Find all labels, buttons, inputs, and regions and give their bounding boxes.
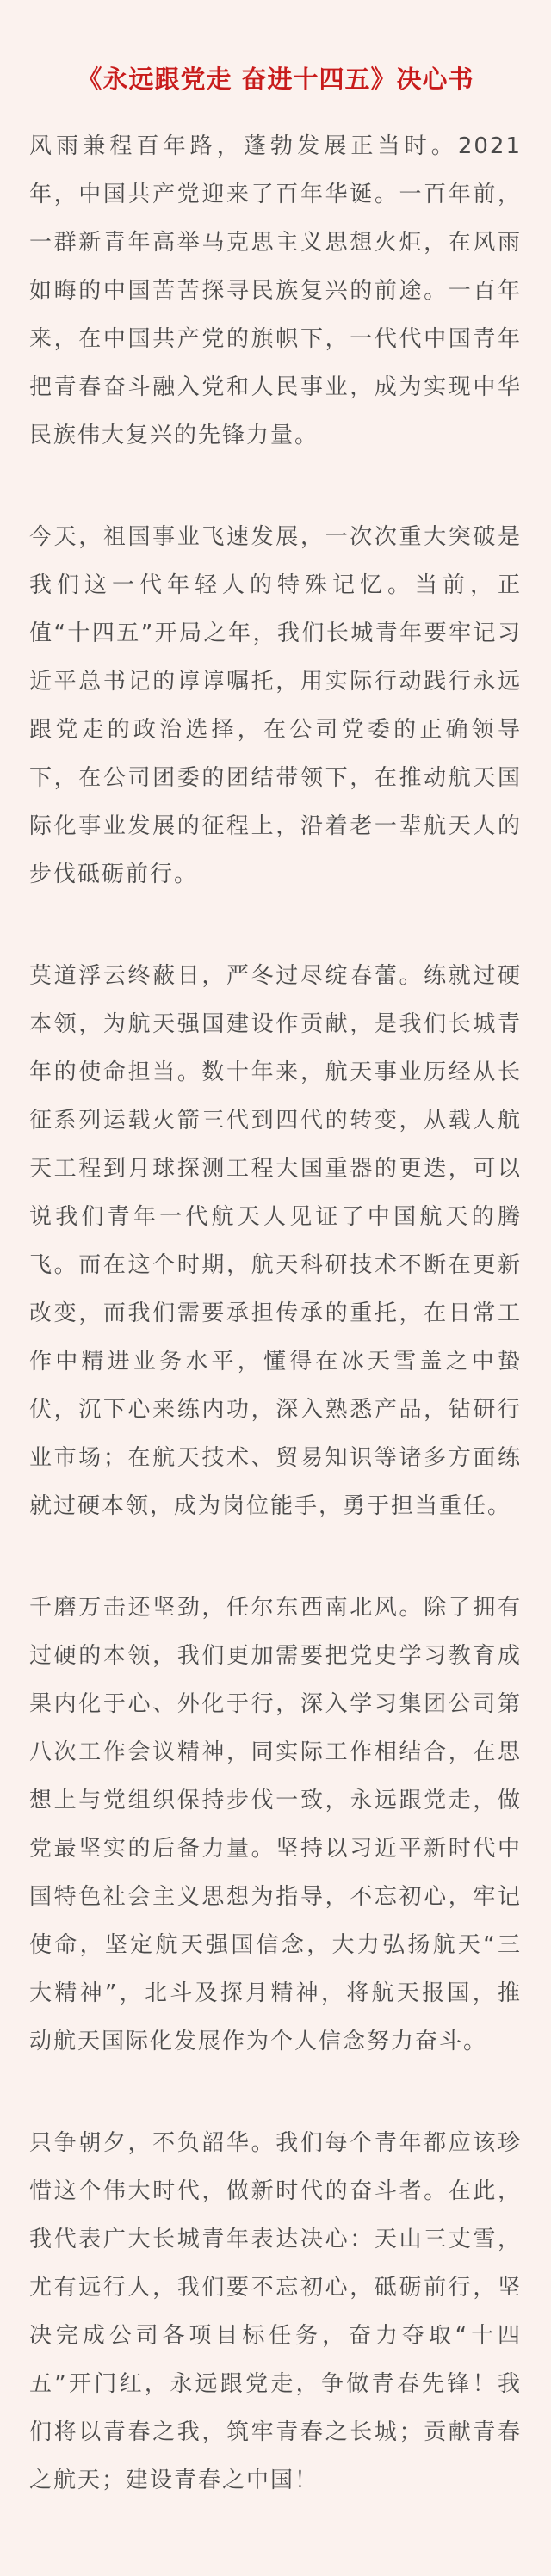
paragraph-1: 风雨兼程百年路，蓬勃发展正当时。2021年，中国共产党迎来了百年华诞。一百年前，一群新青年高举马克思主义思想火炬，在风雨如晦的中国苦苦探寻民族复兴的前途。一百年来，在中国共产党的旗帜下，一代代中国青年把青春奋斗融入党和人民事业，成为实现中华民族伟大复兴的先锋力量。 — [29, 133, 522, 448]
paragraph-5: 只争朝夕，不负韶华。我们每个青年都应该珍惜这个伟大时代，做新时代的奋斗者。在此，我代表广大长城青年表达决心：天山三丈雪，尤有远行人，我们要不忘初心，砥砺前行，坚决完成公司各项目标任务，奋力夺取“十四五”开门红，永远跟党走，争做青春先锋！我们将以青春之我，筑牢青春之长城；贡献青春之航天；建设青春之中国！ — [29, 2130, 522, 2493]
paragraph-3: 莫道浮云终蔽日，严冬过尽绽春蕾。练就过硬本领，为航天强国建设作贡献，是我们长城青年的使命担当。数十年来，航天事业历经从长征系列运载火箭三代到四代的转变，从载人航天工程到月球探测工程大国重器的更迭，可以说我们青年一代航天人见证了中国航天的腾飞。而在这个时期，航天科研技术不断在更新改变，而我们需要承担传承的重托，在日常工作中精进业务水平，懂得在冰天雪盖之中蛰伏，沉下心来练内功，深入熟悉产品，钻研行业市场；在航天技术、贸易知识等诸多方面练就过硬本领，成为岗位能手，勇于担当重任。 — [29, 963, 522, 1519]
paragraph-4: 千磨万击还坚劲，任尔东西南北风。除了拥有过硬的本领，我们更加需要把党史学习教育成果内化于心、外化于行，深入学习集团公司第八次工作会议精神，同实际工作相结合，在思想上与党组织保持步伐一致，永远跟党走，做党最坚实的后备力量。坚持以习近平新时代中国特色社会主义思想为指导，不忘初心，牢记使命，坚定航天强国信念，大力弘扬航天“三大精神”，北斗及探月精神，将航天报国，推动航天国际化发展作为个人信念努力奋斗。 — [29, 1595, 522, 2054]
document-title: 《永远跟党走 奋进十四五》决心书 — [77, 65, 474, 94]
paragraph-2: 今天，祖国事业飞速发展，一次次重大突破是我们这一代年轻人的特殊记忆。当前，正值“十四五”开局之年，我们长城青年要牢记习近平总书记的谆谆嘱托，用实际行动践行永远跟党走的政治选择，在公司党委的正确领导下，在公司团委的团结带领下，在推动航天国际化事业发展的征程上，沿着老一辈航天人的步伐砥砺前行。 — [29, 524, 522, 887]
